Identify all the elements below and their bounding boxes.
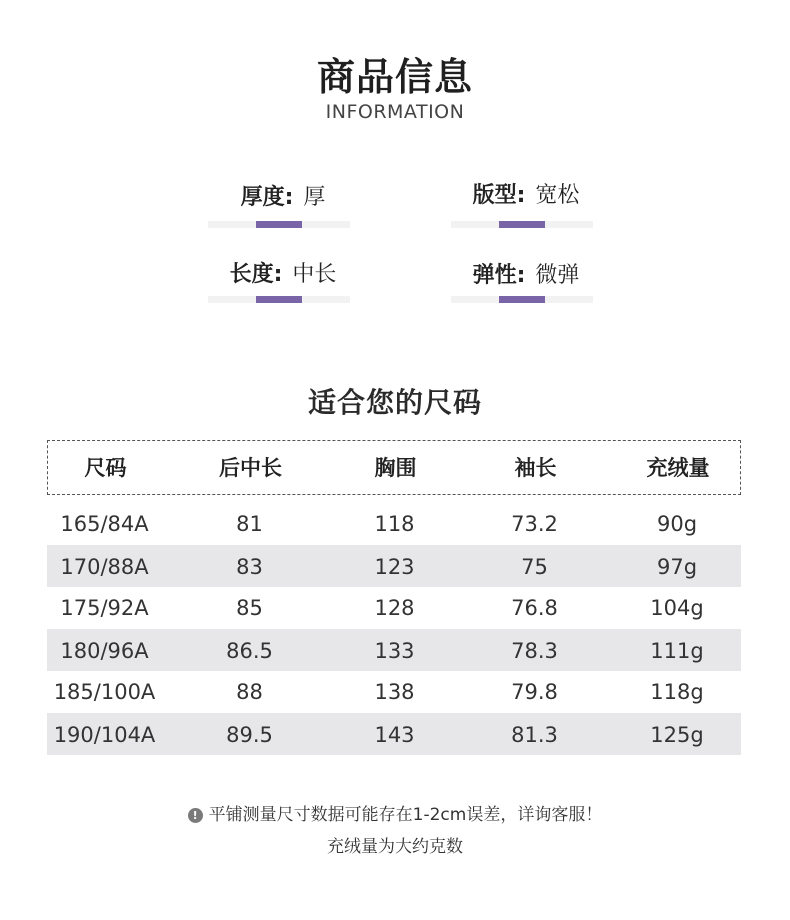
table-cell: 118 bbox=[374, 512, 415, 536]
size-table-title: 适合您的尺码 bbox=[307, 386, 482, 419]
table-cell: 133 bbox=[374, 639, 415, 663]
table-cell: 97g bbox=[656, 555, 698, 579]
attribute-scale-track bbox=[451, 296, 593, 303]
table-row bbox=[47, 671, 741, 713]
table-row bbox=[47, 629, 741, 671]
attribute-scale-track bbox=[451, 221, 593, 228]
attribute-value: 厚 bbox=[303, 185, 326, 210]
exclamation-icon: ! bbox=[188, 808, 203, 823]
table-cell: 90g bbox=[656, 512, 698, 536]
attribute-scale-marker bbox=[256, 296, 302, 303]
attribute-elasticity bbox=[451, 258, 601, 318]
attribute-fit bbox=[451, 178, 601, 238]
attribute-key: 长度 bbox=[229, 262, 274, 287]
table-cell: 118g bbox=[650, 680, 704, 704]
table-cell: 138 bbox=[374, 680, 415, 704]
table-cell: 180/96A bbox=[60, 639, 149, 663]
attribute-value: 宽松 bbox=[535, 183, 580, 208]
table-cell: 81.3 bbox=[511, 723, 558, 747]
table-cell: 125g bbox=[650, 723, 704, 747]
table-row bbox=[47, 587, 741, 629]
table-row bbox=[47, 545, 741, 587]
table-cell: 143 bbox=[374, 723, 415, 747]
attribute-scale-track bbox=[208, 221, 350, 228]
attribute-label bbox=[208, 180, 358, 211]
measurement-note-text: 平铺测量尺寸数据可能存在1-2cm误差，详询客服！ bbox=[208, 805, 603, 825]
table-cell: 104g bbox=[650, 596, 704, 620]
page-subtitle: INFORMATION bbox=[325, 101, 465, 123]
table-cell: 76.8 bbox=[511, 596, 558, 620]
table-cell: 185/100A bbox=[53, 680, 156, 704]
table-cell: 89.5 bbox=[226, 723, 273, 747]
attribute-label bbox=[451, 178, 601, 209]
table-row bbox=[47, 503, 741, 545]
attribute-separator: : bbox=[516, 263, 526, 288]
attribute-scale-marker bbox=[499, 221, 545, 228]
size-table-header bbox=[47, 440, 741, 495]
table-cell: 88 bbox=[236, 680, 263, 704]
attribute-scale-marker bbox=[256, 221, 302, 228]
fill-weight-note: 充绒量为大约克数 bbox=[327, 837, 463, 857]
column-header: 胸围 bbox=[374, 456, 417, 480]
attribute-separator: : bbox=[284, 185, 294, 210]
table-cell: 75 bbox=[521, 555, 548, 579]
page-title: 商品信息 bbox=[316, 55, 473, 99]
attribute-label bbox=[208, 257, 358, 288]
table-cell: 123 bbox=[374, 555, 415, 579]
attribute-separator: : bbox=[516, 183, 526, 208]
table-cell: 175/92A bbox=[60, 596, 149, 620]
table-row bbox=[47, 713, 741, 755]
table-cell: 79.8 bbox=[511, 680, 558, 704]
attribute-key: 厚度 bbox=[240, 185, 285, 210]
size-table bbox=[47, 440, 741, 747]
table-cell: 83 bbox=[236, 555, 263, 579]
attribute-value: 微弹 bbox=[535, 263, 580, 288]
attribute-thickness bbox=[208, 180, 358, 240]
attribute-scale-marker bbox=[499, 296, 545, 303]
attribute-label bbox=[451, 258, 601, 289]
table-cell: 128 bbox=[374, 596, 415, 620]
table-cell: 78.3 bbox=[511, 639, 558, 663]
table-cell: 190/104A bbox=[53, 723, 156, 747]
table-cell: 73.2 bbox=[511, 512, 558, 536]
column-header: 充绒量 bbox=[646, 456, 710, 480]
attribute-scale-track bbox=[208, 296, 350, 303]
attribute-key: 版型 bbox=[472, 183, 517, 208]
column-header: 袖长 bbox=[514, 456, 557, 480]
column-header: 后中长 bbox=[219, 456, 282, 480]
table-cell: 111g bbox=[650, 639, 704, 663]
attribute-length bbox=[208, 257, 358, 317]
measurement-note bbox=[0, 800, 790, 825]
table-cell: 170/88A bbox=[60, 555, 149, 579]
table-cell: 165/84A bbox=[60, 512, 149, 536]
attribute-separator: : bbox=[273, 262, 283, 287]
attribute-value: 中长 bbox=[292, 262, 337, 287]
size-table-body bbox=[47, 503, 741, 755]
attribute-key: 弹性 bbox=[472, 263, 517, 288]
table-cell: 85 bbox=[236, 596, 263, 620]
table-cell: 81 bbox=[236, 512, 263, 536]
table-cell: 86.5 bbox=[226, 639, 273, 663]
column-header: 尺码 bbox=[84, 456, 127, 480]
